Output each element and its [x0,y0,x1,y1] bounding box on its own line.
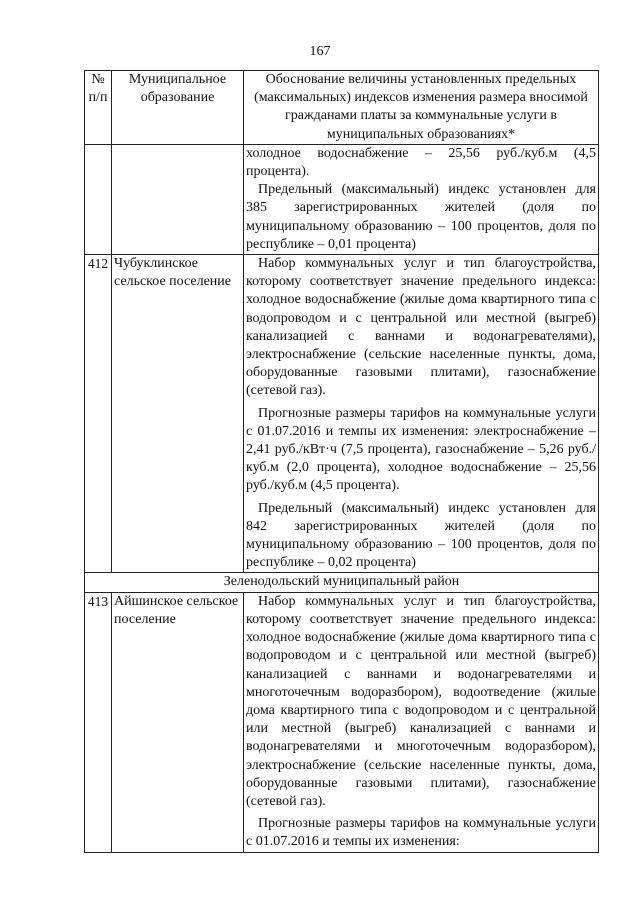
services-paragraph: Набор коммунальных услуг и тип благоустройства, которому соответствует значение предельного индекса: холодное водоснабжение (жилые дома квартирного типа с водопроводом и с центральной или местной (выгреб) канализацией с ваннами и водонагревателями), электроснабжение (сельские населенные пункты, дома, оборудованные газовыми плитами), газоснабжение (сетевой газ). [246,256,596,399]
cell-number [85,144,112,254]
index-paragraph: Предельный (максимальный) индекс установлен для 842 зарегистрированных жителей (доля по муниципальному образованию – 100 процентов, доля по республике – 0,02 процента) [246,500,596,571]
continuation-index-note: Предельный (максимальный) индекс установлен для 385 зарегистрированных жителей (доля по муниципальному образованию – 100 процентов, доля по республике – 0,01 процента) [246,182,596,252]
header-number: № п/п [85,71,112,145]
table-row-413 [85,592,599,852]
table-row-412 [85,255,599,573]
justification-cell [244,255,599,573]
table-row-continuation [85,144,599,254]
municipality-name: Айшинское сельское поселение [112,592,244,852]
header-justification: Обоснование величины установленных предельных (максимальных) индексов изменения размера вносимой гражданами платы за коммунальные услуги в муниципальных образованиях* [244,71,599,145]
tariff-index-table [84,70,599,853]
district-name: Зеленодольский муниципальный район [85,573,599,592]
tariffs-paragraph: Прогнозные размеры тарифов на коммунальные услуги с 01.07.2016 и темпы их изменения: электроснабжение – 2,41 руб./кВт·ч (7,5 процента), газоснабжение – 5,26 руб./куб.м (2,0 процента), холодное водоснабжение – 25,56 руб./куб.м (4,5 процента). [246,405,596,494]
services-paragraph: Набор коммунальных услуг и тип благоустройства, которому соответствует значение предельного индекса: холодное водоснабжение (жилые дома квартирного типа с водопроводом и с центральной или местной (выгреб) канализацией с ваннами и водонагревателями и многоточечным водоразбором), водоотведение (жилые дома квартирного типа с водопроводом и с центральной или местной (выгреб) канализацией с ваннами и водонагревателями и многоточечным водоразбором), электроснабжение (сельские населенные пункты, дома, оборудованные газовыми плитами), газоснабжение (сетевой газ). [246,593,596,809]
cell-justification [244,144,599,254]
page-number: 167 [309,44,331,59]
district-row [85,573,599,592]
row-number: 412 [85,255,112,573]
tariffs-paragraph: Прогнозные размеры тарифов на коммунальные услуги с 01.07.2016 и темпы их изменения: [246,816,596,850]
table-header-row [85,71,599,145]
municipality-name: Чубуклинское сельское поселение [112,255,244,573]
continuation-text: холодное водоснабжение – 25,56 руб./куб.м (4,5 процента). [246,145,596,180]
row-number: 413 [85,592,112,852]
cell-municipality [112,144,244,254]
justification-cell [244,592,599,852]
header-municipality: Муниципальное образование [112,71,244,145]
